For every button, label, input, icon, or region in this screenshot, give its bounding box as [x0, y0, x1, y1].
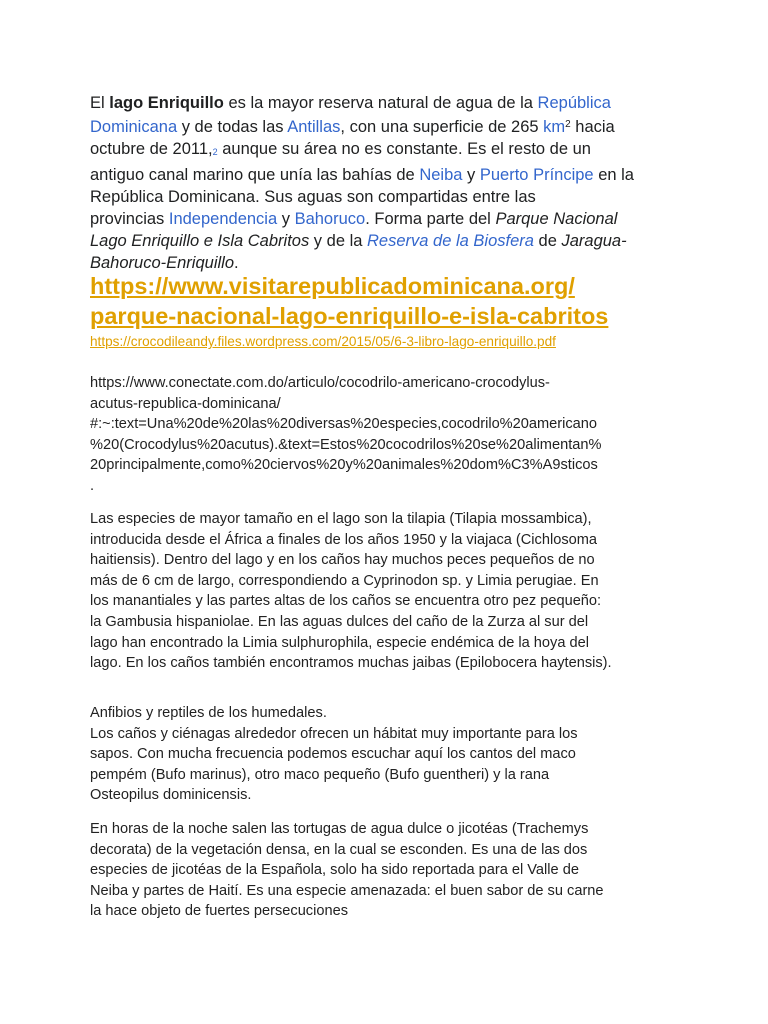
text-line: Osteopilus dominicensis. [90, 787, 252, 804]
url-line: . [90, 477, 95, 494]
jaragua-italic: Jaragua- [561, 232, 627, 251]
text-line: más de 6 cm de largo, correspondiendo a Cyprinodon sp. y Limia perugiae. En [90, 572, 599, 589]
lago-enriquillo-bold: lago Enriquillo [109, 94, 224, 112]
text-line: la Gambusia hispaniolae. En las aguas dulces del caño de la Zurza al sur del [90, 613, 589, 630]
intro-text: aunque su área no es constante. Es el resto de un [217, 140, 591, 159]
url-line: %20(Crocodylus%20acutus).&text=Estos%20cocodrilos%20se%20alimentan% [90, 436, 602, 453]
text-line: introducida desde el África a finales de los años 1950 y la viajaca (Cichlosoma [90, 531, 598, 548]
reference-link[interactable]: 2 [212, 147, 218, 158]
intro-text: y [277, 210, 295, 229]
url-line: https://www.conectate.com.do/articulo/cocodrilo-americano-crocodylus- [90, 375, 550, 391]
text-line: decorata) de la vegetación densa, en la cual se esconden. Es una de las dos [90, 841, 588, 858]
text-line: los manantiales y las partes altas de los caños se encuentra otro pez pequeño: [90, 593, 602, 610]
bahoruco-enriquillo-italic: Bahoruco-Enriquillo [90, 254, 234, 273]
intro-text: El [90, 94, 110, 112]
text-line: especies de jicotéas de la Española, solo ha sido reportada para el Valle de [90, 862, 579, 879]
parque-nacional-italic: Parque Nacional [495, 210, 618, 229]
text-line: la hace objeto de fuertes persecuciones [90, 903, 348, 920]
link-dominicana[interactable]: Dominicana [90, 118, 178, 137]
intro-text: República Dominicana. Sus aguas son compartidas entre las [90, 187, 536, 206]
amphibians-paragraph [90, 703, 710, 806]
link-republica[interactable]: República [537, 94, 611, 112]
link-puerto-principe[interactable]: Puerto Príncipe [479, 165, 594, 184]
text-line: Neiba y partes de Haití. Es una especie amenazada: el buen sabor de su carne [90, 882, 604, 899]
intro-text: . Forma parte del [365, 210, 496, 229]
text-line: Los caños y ciénagas alrededor ofrecen un hábitat muy importante para los [90, 725, 578, 742]
intro-text: antiguo canal marino que unía las bahías de [90, 165, 420, 184]
lago-isla-italic: Lago Enriquillo e Isla Cabritos [90, 232, 310, 251]
link-bahoruco[interactable]: Bahoruco [294, 210, 366, 229]
intro-text: . [234, 254, 239, 273]
intro-text: provincias [90, 210, 169, 229]
intro-paragraph [90, 92, 690, 275]
link-line: parque-nacional-lago-enriquillo-e-isla-cabritos [90, 303, 609, 329]
link-km[interactable]: km [543, 118, 566, 137]
turtles-paragraph [90, 819, 710, 922]
intro-text: octubre de 2011, [90, 140, 213, 159]
intro-text: es la mayor reserva natural de agua de la [223, 94, 538, 112]
text-line: pempém (Bufo marinus), otro maco pequeño (Bufo guentheri) y la rana [90, 766, 550, 783]
fish-species-paragraph [90, 509, 710, 674]
text-line: lago. En los caños también encontramos muchas jaibas (Epilobocera haytensis). [90, 655, 612, 672]
reserva-biosfera-italic: Reserva de la Biosfera [367, 232, 534, 251]
text-line: En horas de la noche salen las tortugas de agua dulce o jicotéas (Trachemys [90, 821, 589, 837]
superscript-2: 2 [565, 119, 571, 131]
crocodileandy-pdf-link[interactable]: https://crocodileandy.files.wordpress.com/2015/05/6-3-libro-lago-enriquillo.pdf [90, 334, 556, 349]
text-line: Las especies de mayor tamaño en el lago son la tilapia (Tilapia mossambica), [90, 511, 592, 527]
link-line: https://www.visitarepublicadominicana.org/ [90, 273, 575, 299]
link-antillas[interactable]: Antillas [287, 118, 341, 137]
intro-text: , con una superficie de 265 [340, 118, 544, 137]
intro-text: y de la [309, 232, 368, 251]
conectate-url-text [90, 373, 690, 497]
url-line: acutus-republica-dominicana/ [90, 395, 281, 412]
intro-text: de [533, 232, 562, 251]
intro-text: y [462, 165, 480, 184]
url-line: 20principalmente,como%20ciervos%20y%20animales%20dom%C3%A9sticos [90, 457, 598, 474]
text-line: haitiensis). Dentro del lago y en los caños hay muchos peces pequeños de no [90, 552, 595, 569]
visitarepublicadominicana-link[interactable] [90, 271, 730, 331]
intro-text: hacia [570, 118, 615, 137]
link-neiba[interactable]: Neiba [419, 165, 463, 184]
link-reserva-biosfera[interactable] [367, 232, 534, 250]
text-line: sapos. Con mucha frecuencia podemos escuchar aquí los cantos del maco [90, 746, 576, 763]
text-line: Anfibios y reptiles de los humedales. [90, 705, 327, 721]
intro-text: y de todas las [177, 118, 288, 137]
url-line: #:~:text=Una%20de%20las%20diversas%20especies,cocodrilo%20americano [90, 416, 598, 433]
text-line: lago han encontrado la Limia sulphurophila, especie endémica de la hoya del [90, 634, 589, 651]
link-independencia[interactable]: Independencia [168, 210, 278, 229]
intro-text: en la [593, 165, 634, 184]
